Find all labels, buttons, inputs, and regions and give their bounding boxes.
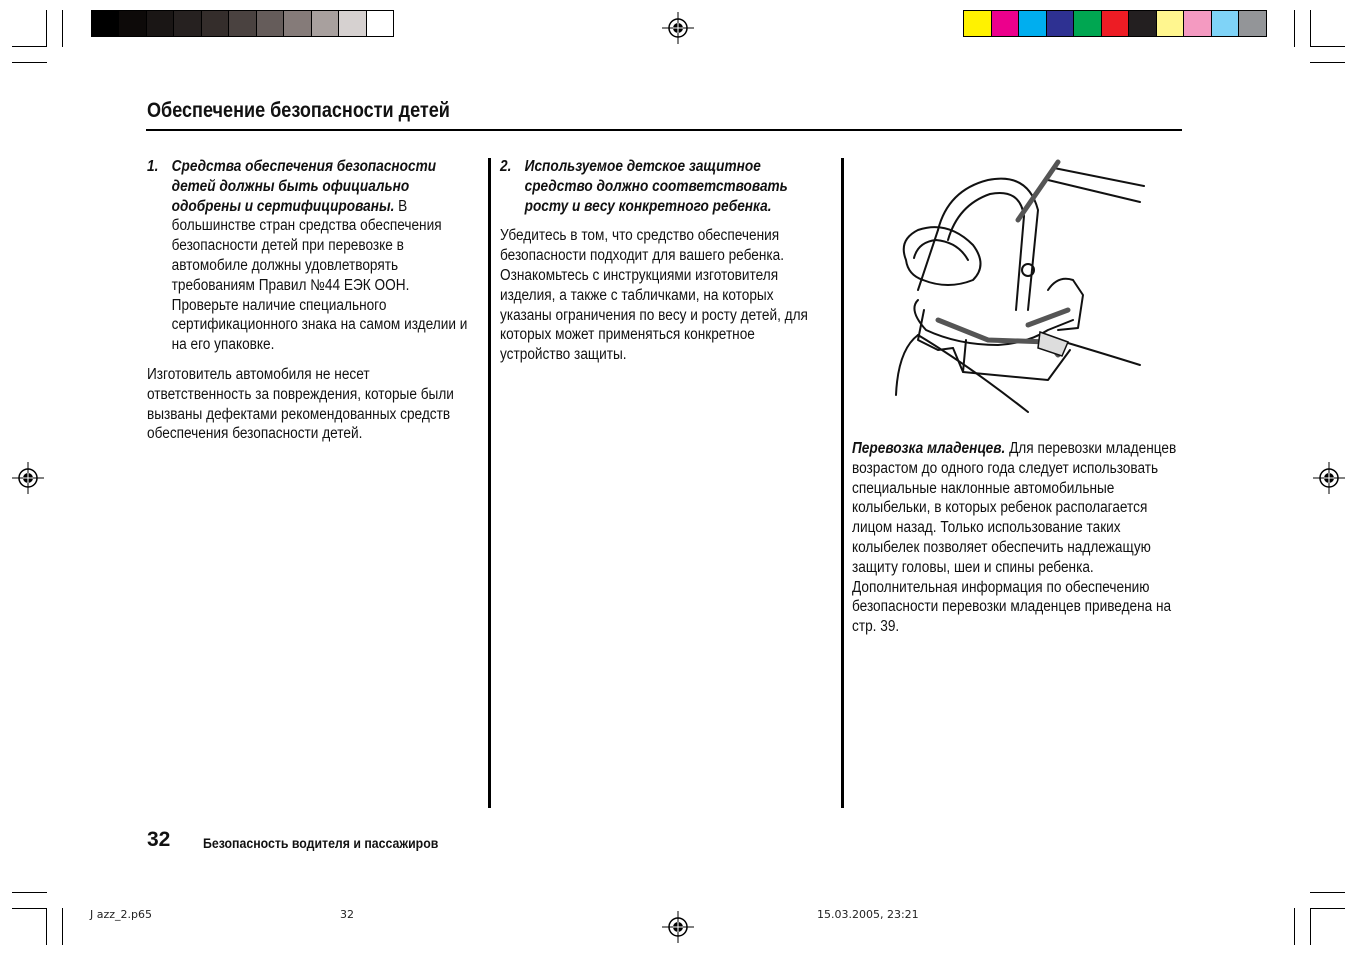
title-divider [146, 129, 1182, 131]
color-swatch [1047, 11, 1075, 36]
column-2 [500, 157, 870, 365]
list-number: 2. [500, 158, 512, 175]
lead-heading: Перевозка младенцев. [852, 440, 1006, 457]
paragraph: Для перевозки младенцев возрастом до одного года следует использовать специальные наклонные автомобильные колыбельки, в которых ребенок располагается лицом назад. Только использование таких колыбелек позволяет обеспечить надлежащую защиту головы, шеи и спины ребенка. Дополнительная информация по обеспечению безопасности перевозки младенцев приведена на стр. 39. [852, 440, 1177, 636]
color-swatch [1239, 11, 1266, 36]
gray-swatch [229, 11, 256, 36]
slug-page: 32 [340, 908, 354, 921]
color-swatch [1019, 11, 1047, 36]
column-divider [488, 158, 491, 808]
color-swatch [1157, 11, 1185, 36]
gray-swatch [119, 11, 146, 36]
list-number: 1. [147, 158, 159, 175]
slug-file: J azz_2.p65 [90, 908, 153, 921]
slug-timestamp: 15.03.2005, 23:21 [817, 908, 919, 921]
color-calibration-strip [963, 10, 1267, 37]
list-item-heading: Средства обеспечения безопасности детей должны быть официально одобрены и сертифицированы. [171, 158, 437, 215]
gray-swatch [312, 11, 339, 36]
section-title: Безопасность водителя и пассажиров [203, 835, 439, 851]
column-divider [841, 158, 844, 808]
column-1 [147, 157, 522, 444]
gray-swatch [284, 11, 311, 36]
gray-swatch [147, 11, 174, 36]
paragraph: Убедитесь в том, что средство обеспечения безопасности подходит для вашего ребенка. Ознакомьтесь с инструкциями изготовителя изделия, а также с табличками, на которых указаны ограничения по весу и росту детей, для которых может применяться конкретное устройство защиты. [500, 227, 808, 364]
color-swatch [1129, 11, 1157, 36]
color-swatch [1074, 11, 1102, 36]
infant-car-seat-illustration [878, 150, 1148, 420]
gray-swatch [257, 11, 284, 36]
gray-swatch [202, 11, 229, 36]
registration-mark-icon [12, 462, 44, 494]
registration-mark-icon [1313, 462, 1345, 494]
gray-swatch [367, 11, 393, 36]
column-3 [852, 439, 1227, 637]
gray-swatch [174, 11, 201, 36]
registration-mark-icon [662, 12, 694, 44]
page-title: Обеспечение безопасности детей [147, 99, 450, 122]
list-item-heading: Используемое детское защитное средство должно соответствовать росту и весу конкретного ребенка. [524, 158, 788, 215]
gray-calibration-strip [91, 10, 394, 37]
list-item-body: В большинстве стран средства обеспечения безопасности детей при перевозке в автомобиле должны удовлетворять требованиям Правил №44 ЕЭК ООН. Проверьте наличие специального сертификационного знака на самом изделии и на его упаковке. [171, 197, 468, 354]
paragraph: Изготовитель автомобиля не несет ответственность за повреждения, которые были вызваны дефектами рекомендованных средств обеспечения безопасности детей. [147, 365, 454, 443]
page-number: 32 [147, 828, 171, 851]
color-swatch [992, 11, 1020, 36]
color-swatch [964, 11, 992, 36]
list-item-2 [500, 157, 826, 216]
gray-swatch [92, 11, 119, 36]
color-swatch [1184, 11, 1212, 36]
registration-mark-icon [662, 911, 694, 943]
color-swatch [1102, 11, 1130, 36]
gray-swatch [339, 11, 366, 36]
list-item-1 [147, 157, 477, 355]
color-swatch [1212, 11, 1240, 36]
